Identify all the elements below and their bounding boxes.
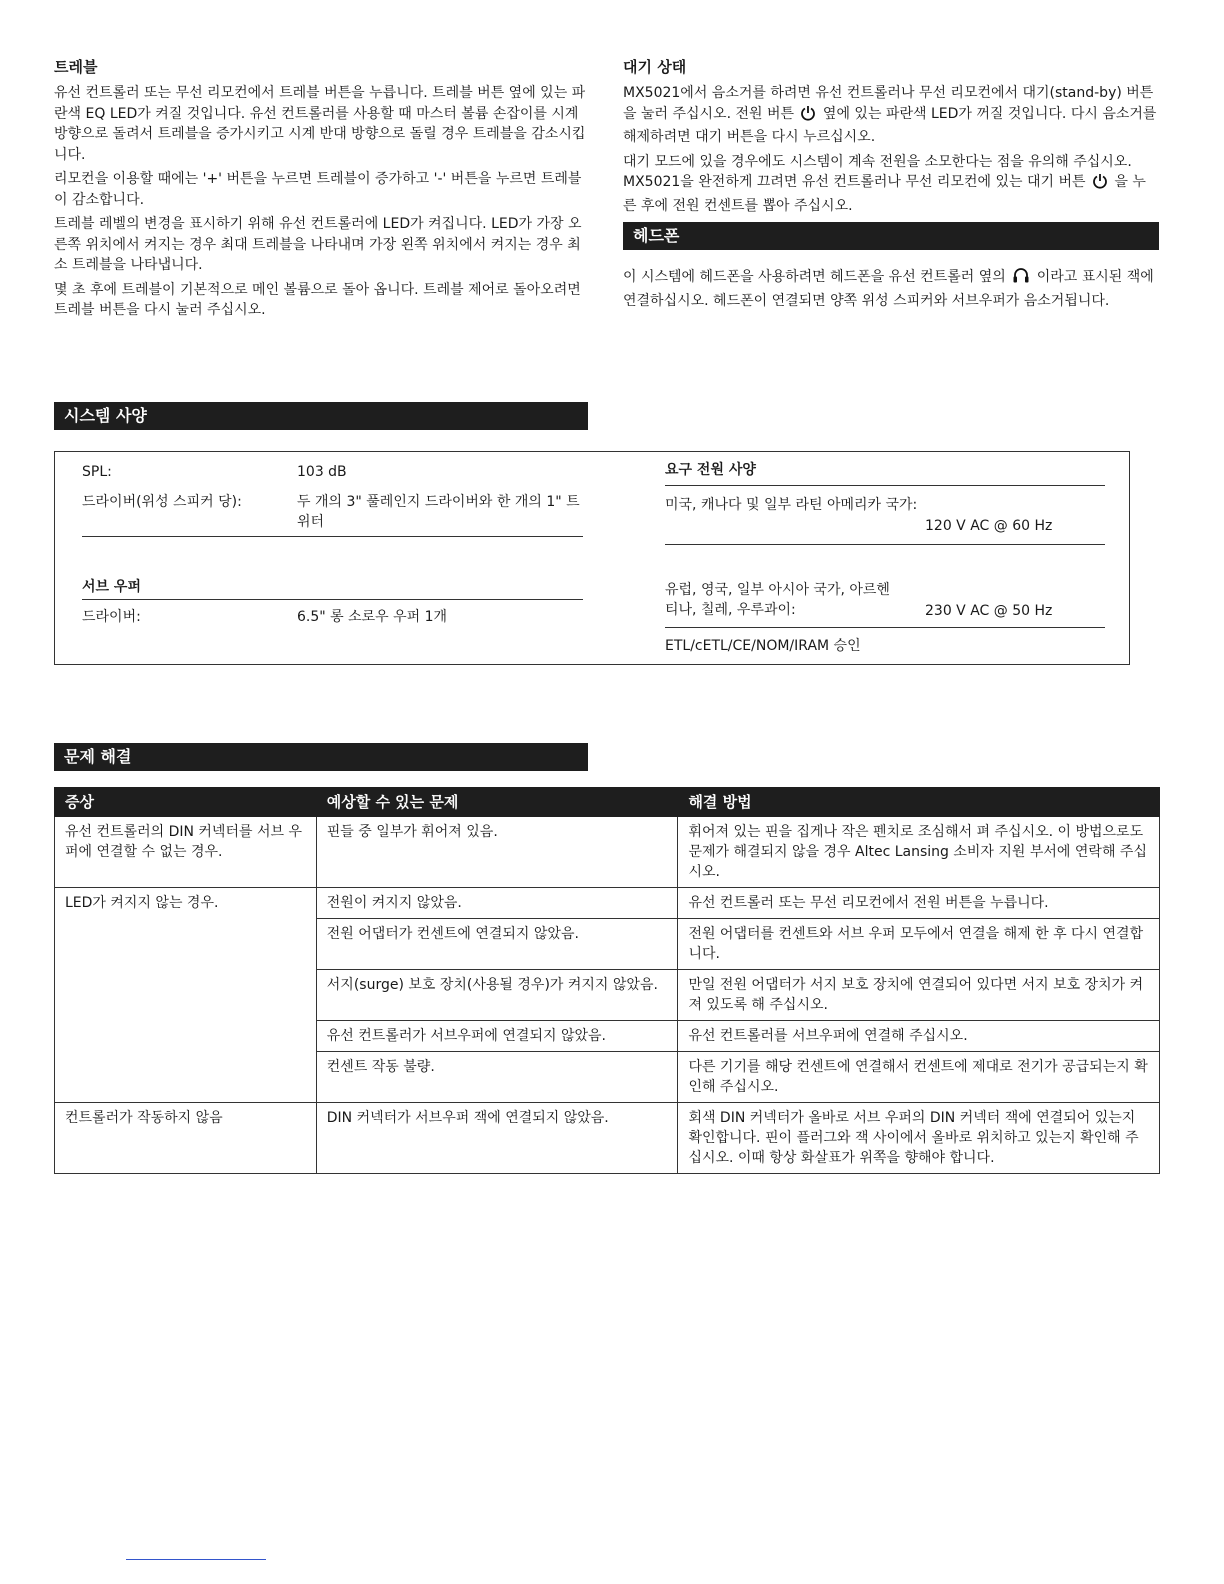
eu-value: 230 V AC @ 50 Hz bbox=[925, 603, 1053, 619]
symptom-cell: 유선 컨트롤러의 DIN 커넥터를 서브 우퍼에 연결할 수 없는 경우. bbox=[55, 817, 317, 888]
problem-cell: 유선 컨트롤러가 서브우퍼에 연결되지 않았음. bbox=[316, 1021, 678, 1052]
standby-p2-text-a: 대기 모드에 있을 경우에도 시스템이 계속 전원을 소모한다는 점을 유의해 주십시오. MX5021을 완전하게 끄려면 유선 컨트롤러나 무선 리모컨에 있는 대기 버튼 bbox=[623, 153, 1132, 190]
problem-cell: DIN 커넥터가 서브우퍼 잭에 연결되지 않았음. bbox=[316, 1103, 678, 1174]
standby-section bbox=[623, 56, 1159, 220]
spec-divider bbox=[82, 599, 583, 600]
spec-divider bbox=[665, 544, 1105, 545]
solution-cell: 유선 컨트롤러 또는 무선 리모컨에서 전원 버튼을 누릅니다. bbox=[678, 888, 1160, 919]
problem-cell: 전원 어댑터가 컨센트에 연결되지 않았음. bbox=[316, 919, 678, 970]
driver-value: 두 개의 3" 풀레인지 드라이버와 한 개의 1" 트위터 bbox=[297, 494, 580, 530]
treble-paragraph-4: 몇 초 후에 트레블이 기본적으로 메인 볼륨으로 돌아 옵니다. 트레블 제어로 돌아오려면 트레블 버튼을 다시 눌러 주십시오. bbox=[54, 281, 581, 318]
spl-label: SPL: bbox=[82, 464, 112, 480]
eu-label: 유럽, 영국, 일부 아시아 국가, 아르헨티나, 칠레, 우루과이: bbox=[665, 582, 890, 618]
headphones-text-b: 이라고 표시된 잭에 연결하십시오. 헤드폰이 연결되면 양쪽 위성 스피커와 서브우퍼가 음소거됩니다. bbox=[623, 269, 1154, 309]
solution-cell: 유선 컨트롤러를 서브우퍼에 연결해 주십시오. bbox=[678, 1021, 1160, 1052]
problem-cell: 컨센트 작동 불량. bbox=[316, 1052, 678, 1103]
problem-cell: 핀들 중 일부가 휘어져 있음. bbox=[316, 817, 678, 888]
spl-value: 103 dB bbox=[297, 464, 347, 480]
troubleshooting-title-bar: 문제 해결 bbox=[54, 743, 588, 771]
standby-p1-text-a: MX5021에서 음소거를 하려면 유선 컨트롤러나 무선 리모컨에서 대기(stand-by) 버튼을 눌러 주십시오. 전원 버튼 bbox=[623, 85, 1154, 122]
treble-title: 트레블 bbox=[54, 58, 98, 76]
sub-driver-label: 드라이버: bbox=[82, 609, 141, 625]
problem-cell: 전원이 켜지지 않았음. bbox=[316, 888, 678, 919]
driver-label: 드라이버(위성 스피커 당): bbox=[82, 494, 242, 510]
column-header-problem: 예상할 수 있는 문제 bbox=[316, 788, 678, 817]
us-label: 미국, 캐나다 및 일부 라틴 아메리카 국가: bbox=[665, 497, 918, 513]
problem-cell: 서지(surge) 보호 장치(사용될 경우)가 켜지지 않았음. bbox=[316, 970, 678, 1021]
headphones-icon bbox=[1012, 266, 1030, 291]
symptom-cell: 컨트롤러가 작동하지 않음 bbox=[55, 1103, 317, 1174]
headphones-section bbox=[623, 266, 1159, 315]
power-title: 요구 전원 사양 bbox=[665, 462, 756, 478]
standby-paragraph-2 bbox=[623, 152, 1159, 217]
standby-p1-text-b: 옆에 있는 파란색 LED가 꺼질 것입니다. 다시 음소거를 해제하려면 대기 버튼을 다시 누르십시오. bbox=[623, 105, 1157, 145]
standby-paragraph-1 bbox=[623, 83, 1159, 148]
spec-divider bbox=[665, 485, 1105, 486]
specs-title-bar: 시스템 사양 bbox=[54, 402, 588, 430]
solution-cell: 회색 DIN 커넥터가 올바로 서브 우퍼의 DIN 커넥터 잭에 연결되어 있는지 확인합니다. 핀이 플러그와 잭 사이에서 올바로 위치하고 있는지 확인해 주십시오. 이때 항상 화살표가 위쪽을 향해야 합니다. bbox=[678, 1103, 1160, 1174]
power-icon bbox=[1092, 173, 1108, 196]
solution-cell: 휘어져 있는 핀을 집게나 작은 펜치로 조심해서 펴 주십시오. 이 방법으로도 문제가 해결되지 않을 경우 Altec Lansing 소비자 지원 부서에 연락해 주십시오. bbox=[678, 817, 1160, 888]
column-header-symptom: 증상 bbox=[55, 788, 317, 817]
solution-cell: 다른 기기를 해당 컨센트에 연결해서 컨센트에 제대로 전기가 공급되는지 확인해 주십시오. bbox=[678, 1052, 1160, 1103]
solution-cell: 만일 전원 어댑터가 서지 보호 장치에 연결되어 있다면 서지 보호 장치가 켜져 있도록 해 주십시오. bbox=[678, 970, 1160, 1021]
spec-divider bbox=[665, 627, 1105, 628]
table-row bbox=[55, 817, 1160, 888]
approvals: ETL/cETL/CE/NOM/IRAM 승인 bbox=[665, 638, 861, 654]
troubleshooting-table bbox=[54, 787, 1160, 1174]
table-row bbox=[55, 888, 1160, 919]
sub-driver-value: 6.5" 롱 소로우 우퍼 1개 bbox=[297, 609, 448, 625]
table-header-row bbox=[55, 788, 1160, 817]
power-icon bbox=[800, 105, 816, 128]
headphones-paragraph bbox=[623, 266, 1159, 311]
treble-paragraph-2: 리모컨을 이용할 때에는 '+' 버튼을 누르면 트레블이 증가하고 '-' 버튼을 누르면 트레블이 감소합니다. bbox=[54, 171, 582, 208]
standby-title: 대기 상태 bbox=[623, 58, 687, 76]
headphones-title-bar: 헤드폰 bbox=[623, 222, 1159, 250]
solution-cell: 전원 어댑터를 컨센트와 서브 우퍼 모두에서 연결을 해제 한 후 다시 연결합니다. bbox=[678, 919, 1160, 970]
treble-paragraph-3: 트레블 레벨의 변경을 표시하기 위해 유선 컨트롤러에 LED가 켜집니다. LED가 가장 오른쪽 위치에서 켜지는 경우 최대 트레블을 나타내며 가장 왼쪽 위치에서 켜지는 경우 최소 트레블을 나타냅니다. bbox=[54, 216, 582, 273]
standby-p2-text-b: 을 누른 후에 전원 컨센트를 뽑아 주십시오. bbox=[623, 174, 1146, 214]
column-header-solution: 해결 방법 bbox=[678, 788, 1160, 817]
spec-divider bbox=[82, 536, 583, 537]
treble-section bbox=[54, 56, 588, 325]
footer-rule bbox=[126, 1559, 266, 1560]
subwoofer-title: 서브 우퍼 bbox=[82, 579, 141, 595]
specs-box bbox=[54, 451, 1130, 665]
treble-paragraph-1: 유선 컨트롤러 또는 무선 리모컨에서 트레블 버튼을 누릅니다. 트레블 버튼 옆에 있는 파란색 EQ LED가 켜질 것입니다. 유선 컨트롤러를 사용할 때 마스터 볼륨 손잡이를 시계 방향으로 돌려서 트레블을 증가시키고 시계 반대 방향으로 돌릴 경우 트레블을 감소시킵니다. bbox=[54, 85, 586, 163]
headphones-text-a: 이 시스템에 헤드폰을 사용하려면 헤드폰을 유선 컨트롤러 옆의 bbox=[623, 269, 1006, 285]
us-value: 120 V AC @ 60 Hz bbox=[925, 518, 1053, 534]
symptom-cell: LED가 켜지지 않는 경우. bbox=[55, 888, 317, 1103]
table-row bbox=[55, 1103, 1160, 1174]
